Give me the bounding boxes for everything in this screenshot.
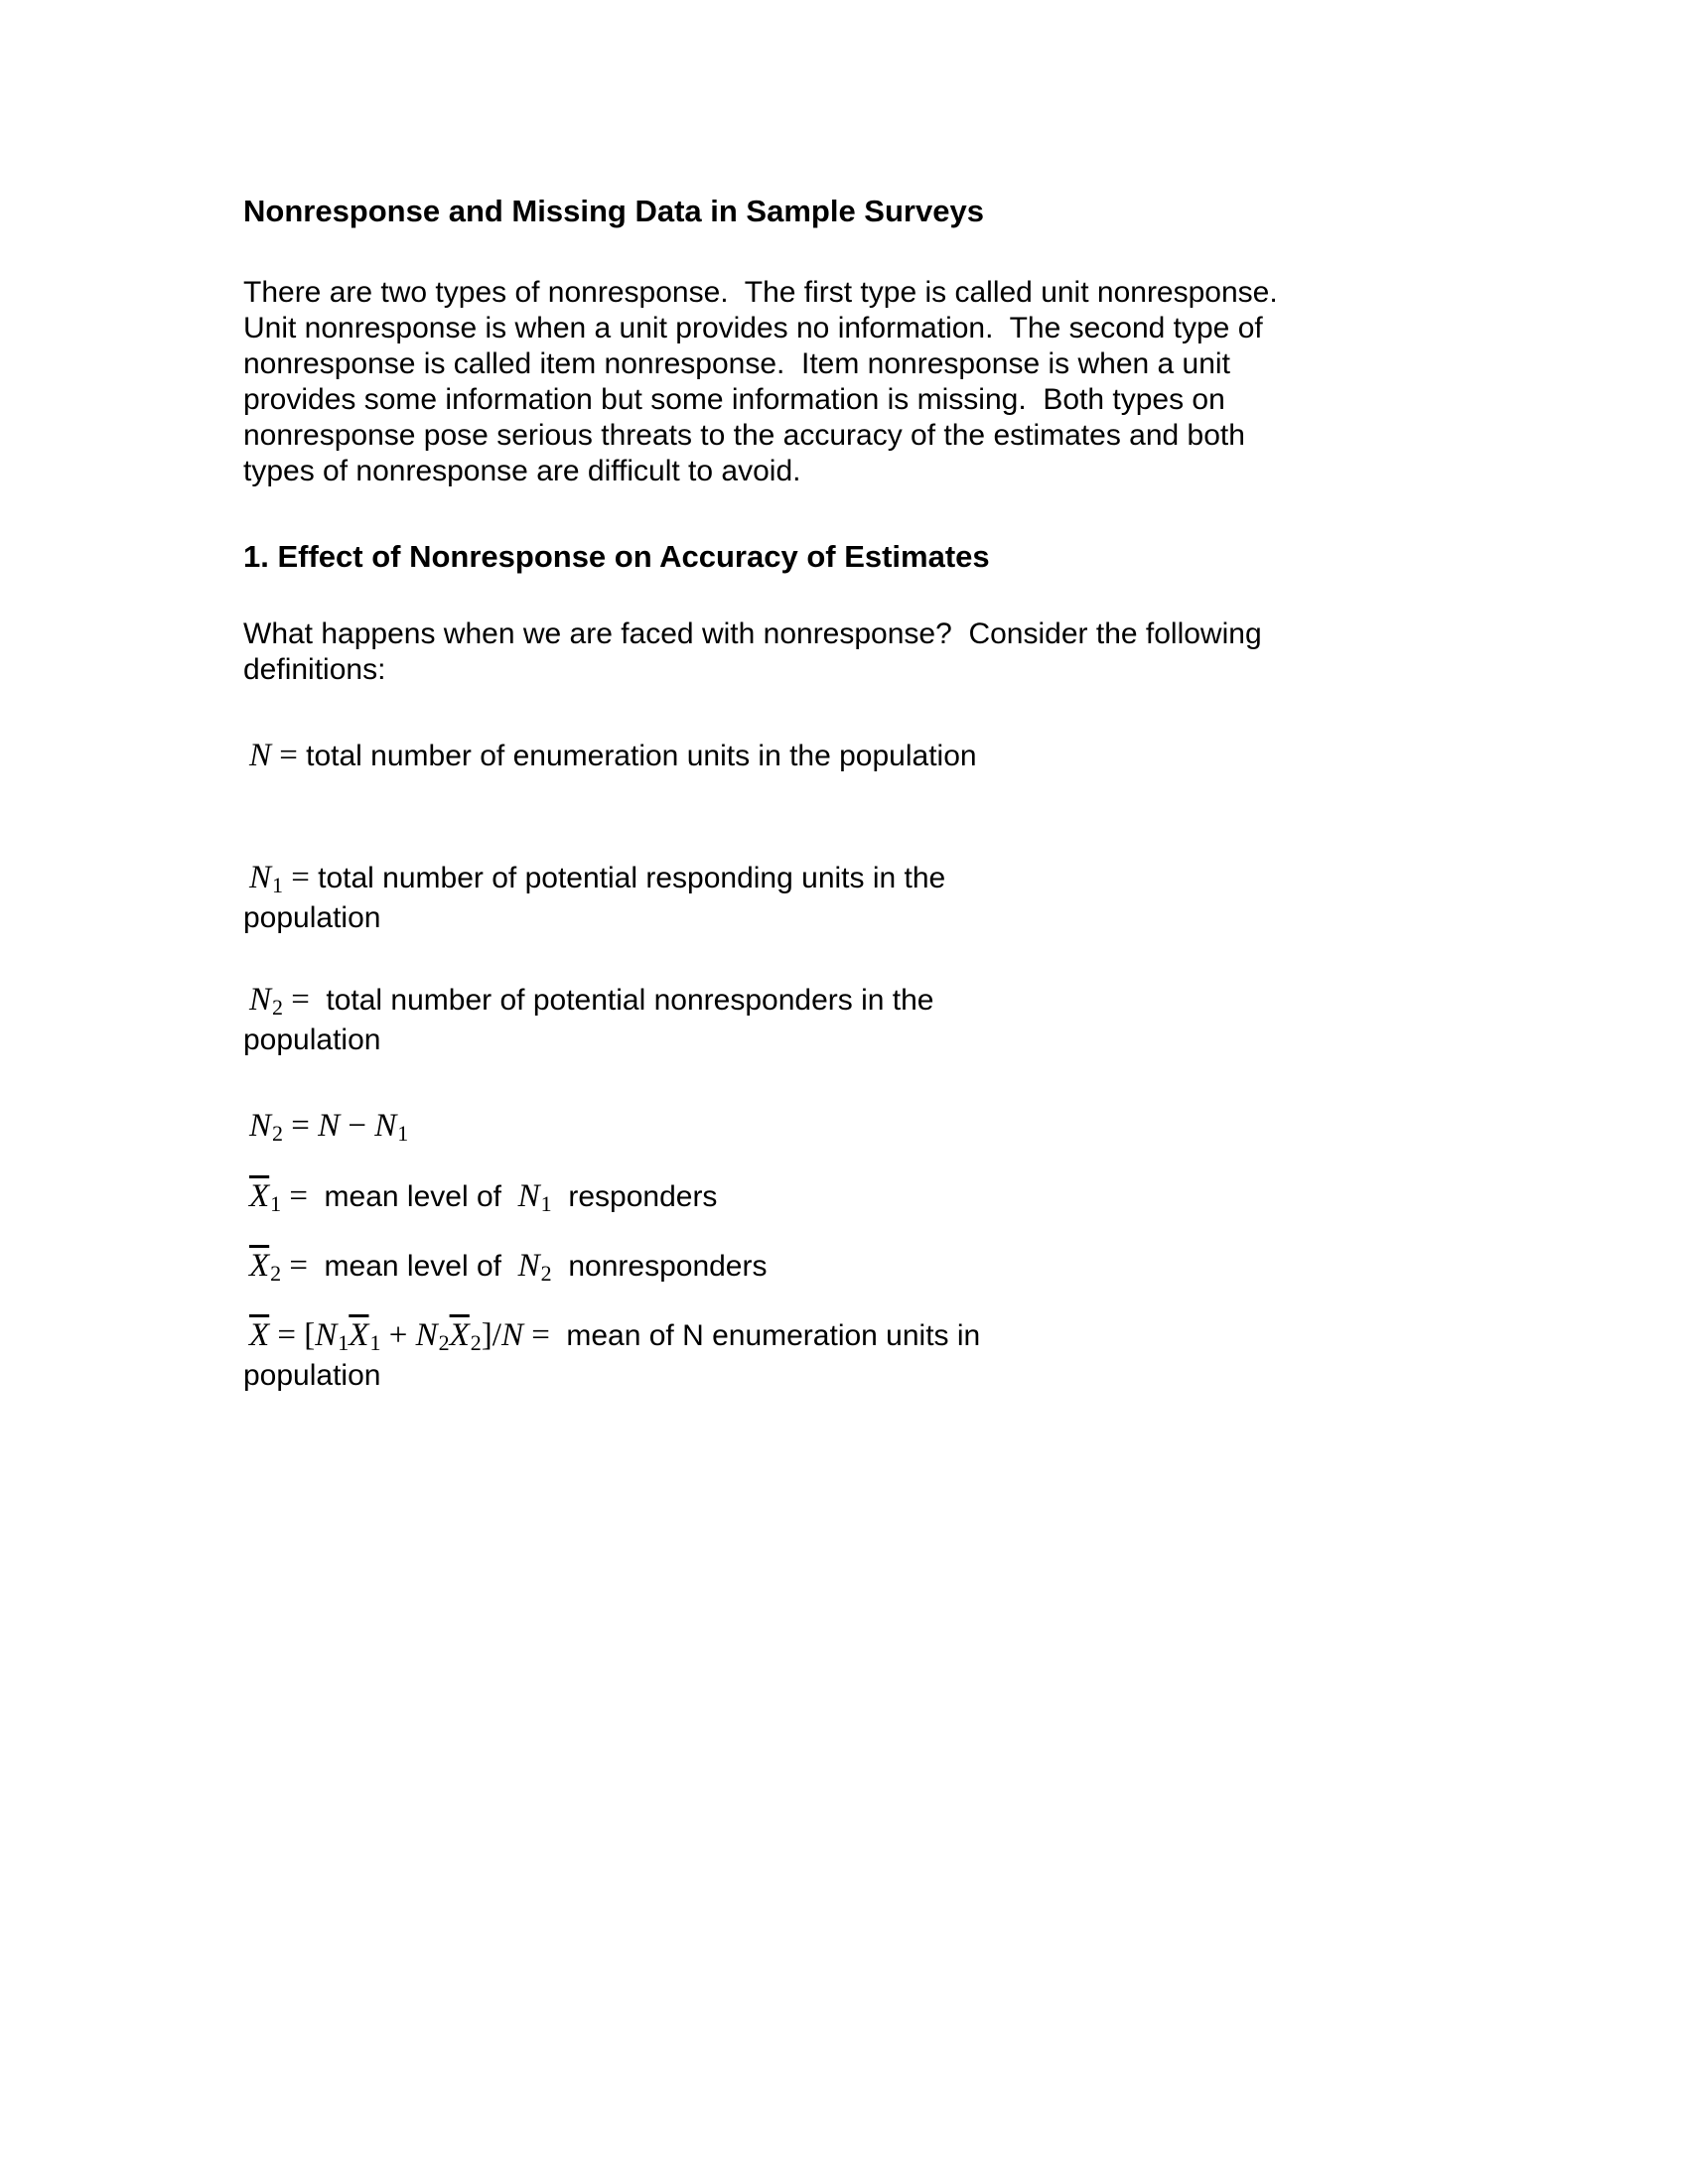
math-variable: N — [249, 738, 272, 773]
definition-X-bar-continuation: population — [243, 1359, 381, 1392]
section-1-heading: 1. Effect of Nonresponse on Accuracy of Estimates — [243, 539, 990, 574]
document-title: Nonresponse and Missing Data in Sample Surveys — [243, 194, 984, 228]
math-operator: = — [281, 1178, 325, 1214]
text-line: provides some information but some information is missing. Both types on — [243, 383, 1225, 416]
math-operator: = — [271, 738, 307, 773]
math-variable-bar: $\overline{X}$ — [349, 1317, 369, 1353]
math-subscript: 2 — [470, 1330, 482, 1355]
math-variable: N — [249, 982, 272, 1018]
math-operator: = — [281, 1248, 325, 1284]
math-operator: = — [522, 1317, 567, 1353]
math-operator: ]/ — [481, 1317, 501, 1353]
definition-X-bar-formula — [249, 1315, 980, 1363]
math-text: mean level of — [324, 1250, 518, 1283]
definition-X1-bar — [249, 1176, 717, 1224]
math-operator: = — [283, 982, 327, 1018]
text-line: There are two types of nonresponse. The first type is called unit nonresponse. — [243, 276, 1278, 309]
math-subscript: 1 — [540, 1191, 552, 1216]
math-subscript: 1 — [338, 1330, 350, 1355]
math-operator: + — [380, 1317, 416, 1353]
math-subscript: 1 — [397, 1121, 409, 1146]
math-operator: − — [340, 1108, 375, 1144]
math-variable: N — [415, 1317, 438, 1353]
math-variable: N — [500, 1317, 523, 1353]
text-line: Unit nonresponse is when a unit provides no information. The second type of — [243, 312, 1263, 344]
math-variable-bar: $\overline{X}$ — [449, 1317, 470, 1353]
math-variable-bar: $\overline{X}$ — [249, 1317, 270, 1353]
definition-X2-bar — [249, 1246, 767, 1294]
definition-N2-continuation: population — [243, 1024, 381, 1056]
math-subscript: 2 — [272, 995, 284, 1020]
math-variable: N — [517, 1248, 540, 1284]
math-operator: = [ — [269, 1317, 316, 1353]
text-line: What happens when we are faced with nonresponse? Consider the following — [243, 617, 1262, 650]
math-text: mean level of — [324, 1180, 518, 1213]
text-line: definitions: — [243, 653, 386, 686]
math-variable: N — [249, 1108, 272, 1144]
math-variable: N — [374, 1108, 397, 1144]
math-variable-bar: $\overline{X}$ — [249, 1178, 270, 1214]
math-text: responders — [551, 1180, 718, 1213]
section-1-paragraph — [243, 616, 1262, 688]
math-subscript: 2 — [272, 1121, 284, 1146]
math-variable-bar: $\overline{X}$ — [249, 1248, 270, 1284]
math-text: total number of enumeration units in the population — [306, 740, 977, 772]
text-line: types of nonresponse are difficult to avoid. — [243, 455, 801, 487]
definition-N1-continuation: population — [243, 901, 381, 934]
text-line: nonresponse pose serious threats to the accuracy of the estimates and both — [243, 419, 1245, 452]
math-variable: N — [315, 1317, 338, 1353]
math-text: mean of N enumeration units in — [566, 1319, 981, 1352]
math-variable: N — [318, 1108, 341, 1144]
math-operator: = — [283, 1108, 319, 1144]
definition-N — [249, 736, 977, 776]
math-operator: = — [283, 860, 319, 895]
math-text: nonresponders — [551, 1250, 768, 1283]
math-variable: N — [249, 860, 272, 895]
math-subscript: 1 — [270, 1191, 282, 1216]
equation-N2 — [249, 1106, 408, 1154]
math-subscript: 2 — [540, 1261, 552, 1286]
math-subscript: 1 — [369, 1330, 381, 1355]
math-subscript: 2 — [270, 1261, 282, 1286]
intro-paragraph — [243, 275, 1278, 489]
text-line: nonresponse is called item nonresponse. Item nonresponse is when a unit — [243, 347, 1230, 380]
definition-N1 — [249, 858, 945, 905]
math-variable: N — [517, 1178, 540, 1214]
definition-N2 — [249, 980, 933, 1027]
math-text: total number of potential responding units in the — [318, 862, 946, 894]
math-subscript: 1 — [272, 873, 284, 897]
math-text: total number of potential nonresponders in the — [326, 984, 934, 1017]
math-subscript: 2 — [438, 1330, 450, 1355]
